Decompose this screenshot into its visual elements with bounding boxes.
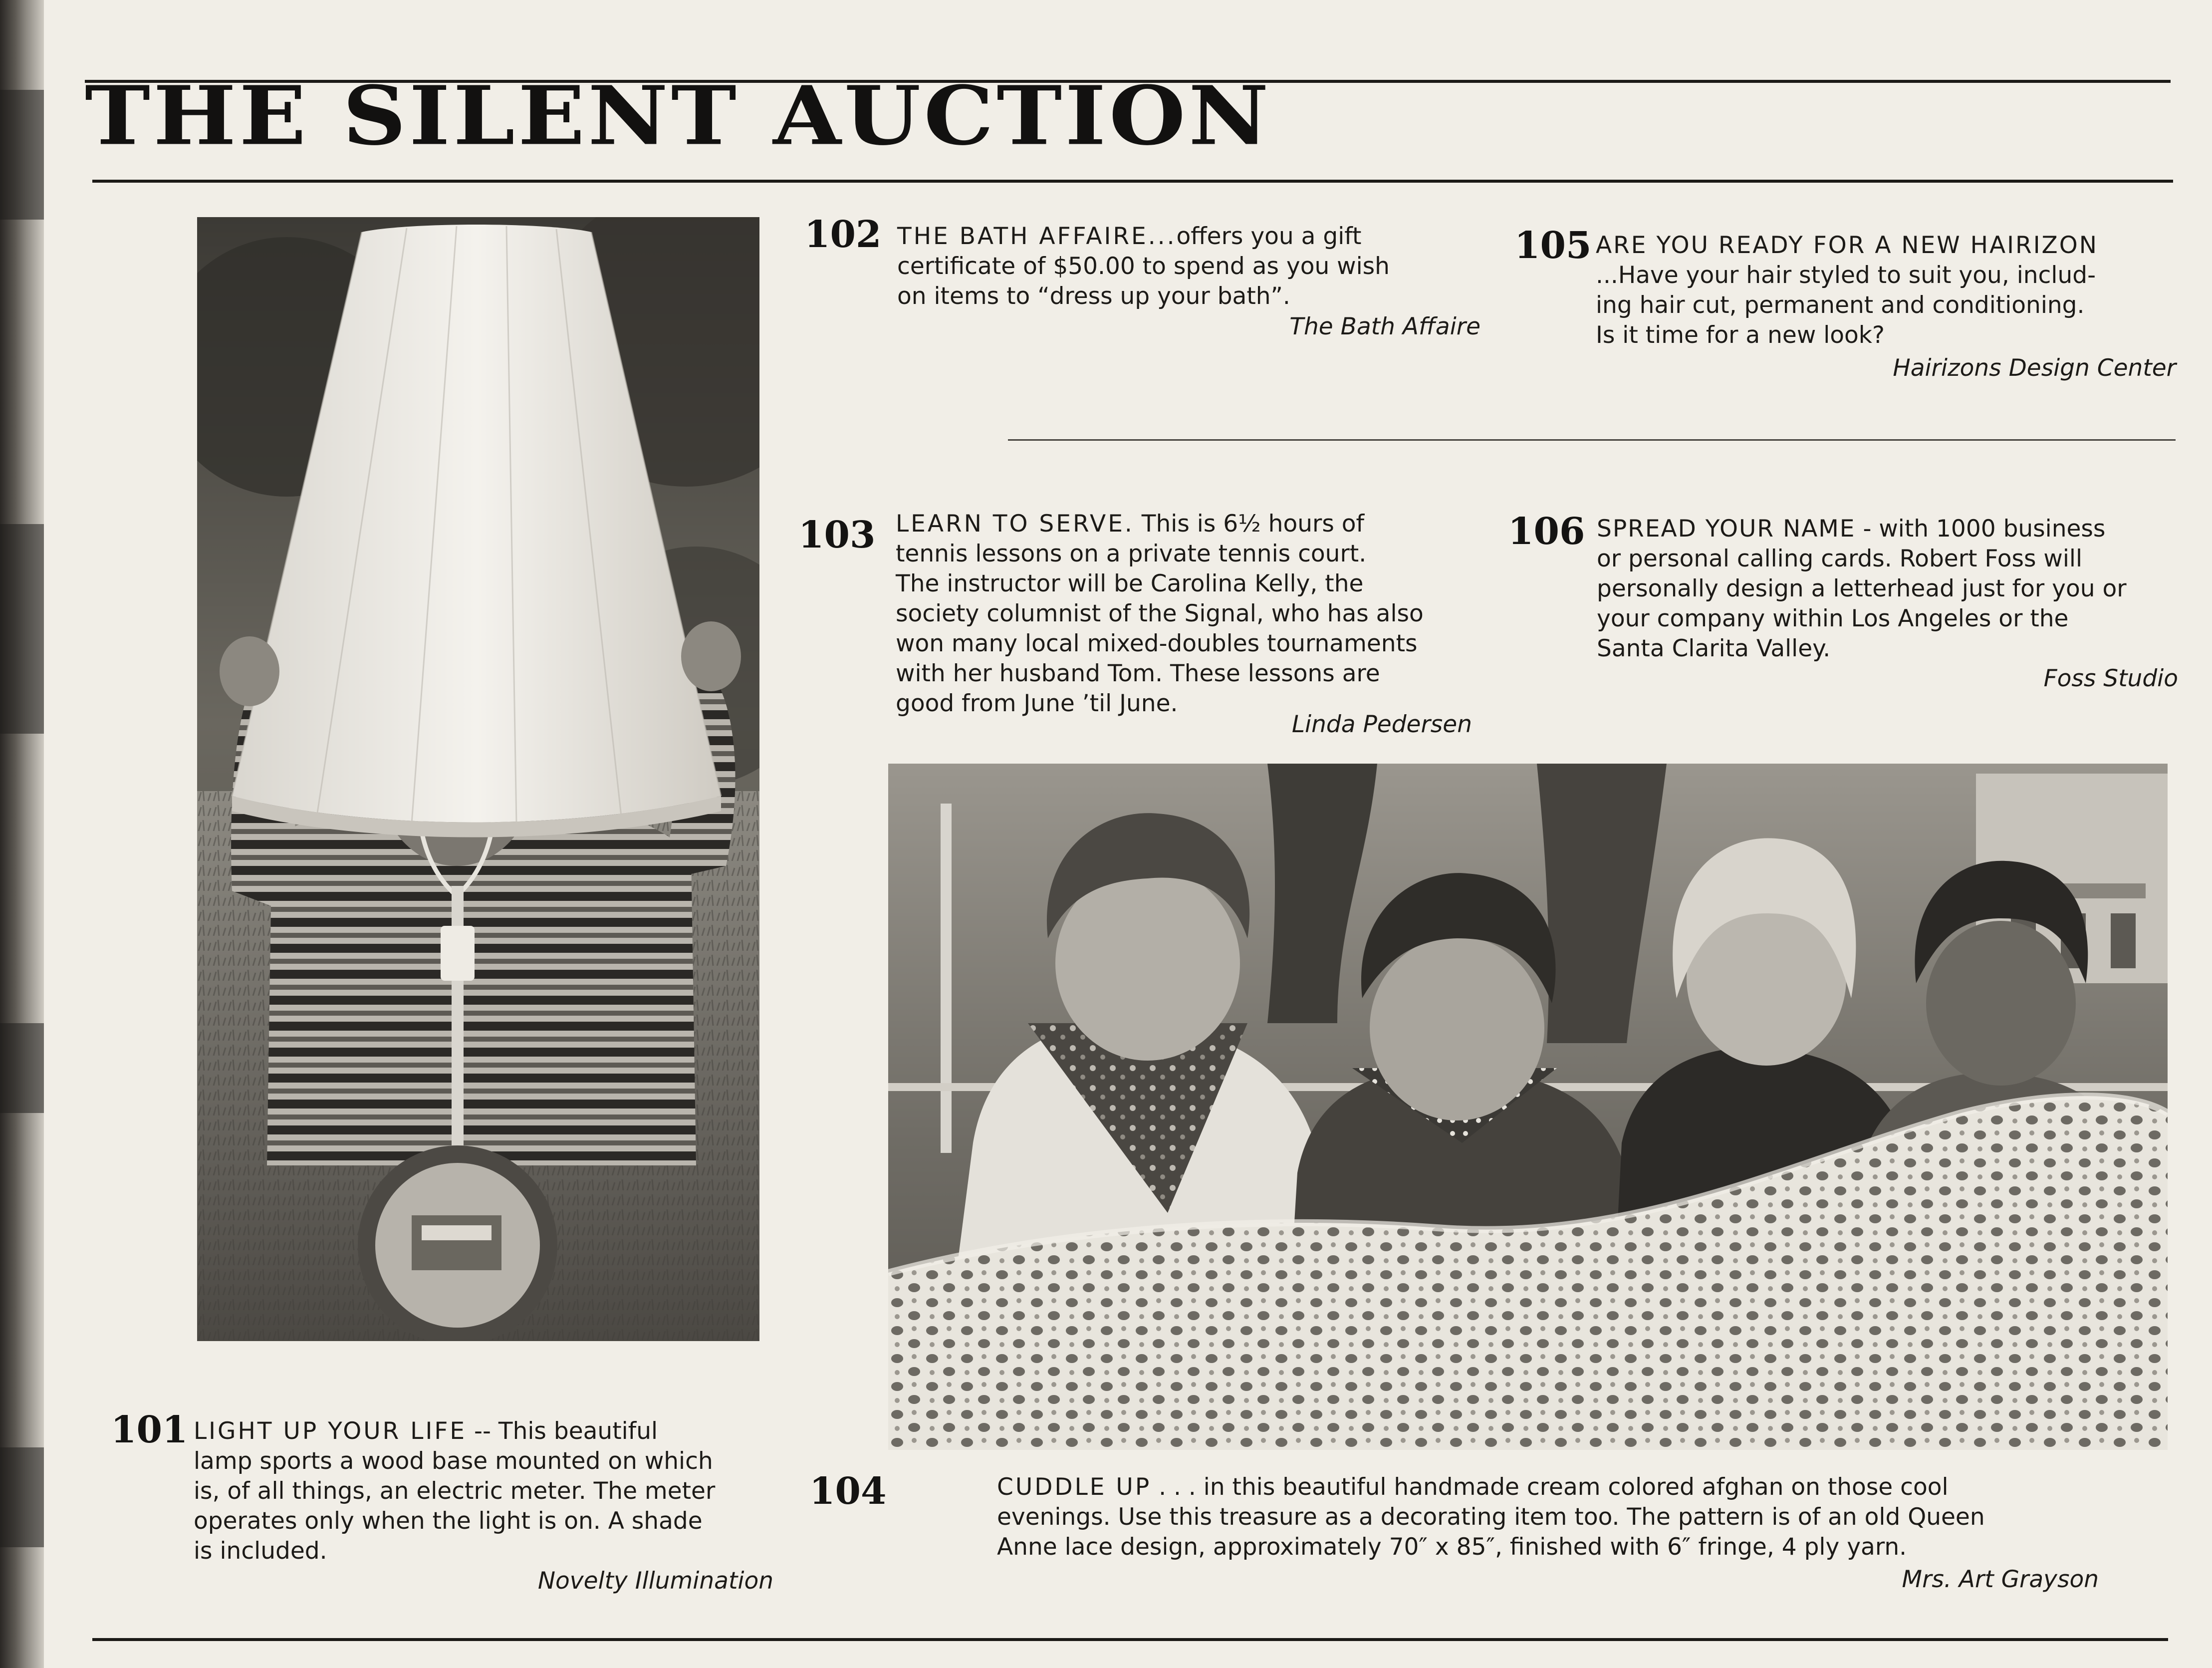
lot-104-text-line-1: . . . in this beautiful handmade cream colored afghan on those cool	[1159, 1473, 1949, 1501]
divider-rule	[1008, 439, 2176, 441]
lot-101-text-line-4: operates only when the light is on. A shade	[194, 1507, 703, 1535]
page-title: THE SILENT AUCTION	[85, 68, 1272, 164]
lot-103-description	[896, 509, 1499, 719]
children-photo-image	[888, 764, 2168, 1450]
lot-106-description	[1597, 514, 2196, 664]
lot-101-separator: --	[467, 1417, 498, 1445]
title-rule	[92, 180, 2173, 183]
lot-101-text-line-3: is, of all things, an electric meter. The meter	[194, 1477, 716, 1505]
lot-101-text-line-1: This beautiful	[498, 1417, 658, 1445]
lot-101-number: 101	[111, 1408, 188, 1451]
lot-106-line-1	[1597, 514, 2196, 544]
lot-102-number: 102	[804, 213, 882, 256]
lot-103-headline: LEARN TO SERVE.	[896, 510, 1134, 538]
lot-101-credit: Novelty Illumination	[537, 1567, 773, 1595]
lot-105-text-line-3: Is it time for a new look?	[1596, 321, 1885, 349]
lot-103-text-line-2: tennis lessons on a private tennis court.	[896, 540, 1367, 567]
lot-103-text-line-7: good from June ’til June.	[896, 690, 1178, 717]
lot-102-text-line-2: certificate of $50.00 to spend as you wish	[897, 253, 1390, 280]
lot-104-number: 104	[809, 1470, 887, 1513]
lamp-photo-image	[197, 217, 759, 1341]
lot-105-text-line-1: ...Have your hair styled to suit you, includ-	[1596, 262, 2096, 289]
lot-101-headline: LIGHT UP YOUR LIFE	[194, 1417, 467, 1445]
lot-103-text-line-6: with her husband Tom. These lessons are	[896, 660, 1380, 687]
children-photo	[888, 764, 2168, 1450]
lot-105-number: 105	[1514, 224, 1592, 267]
lot-104-line-1	[997, 1472, 2135, 1502]
lot-106-credit: Foss Studio	[2043, 665, 2178, 692]
lot-105-headline: ARE YOU READY FOR A NEW HAIRIZON	[1596, 232, 2098, 259]
lot-104-credit: Mrs. Art Grayson	[1902, 1566, 2099, 1593]
lot-104-text-line-2: evenings. Use this treasure as a decorating item too. The pattern is of an old Queen	[997, 1503, 1985, 1531]
lot-101-line-1	[194, 1416, 802, 1446]
lot-104-description	[997, 1472, 2135, 1562]
lot-103-number: 103	[798, 514, 876, 556]
lot-103-text-line-3: The instructor will be Carolina Kelly, the	[896, 570, 1364, 597]
lot-101-description	[194, 1416, 802, 1566]
lot-106-headline: SPREAD YOUR NAME	[1597, 515, 1856, 543]
lot-104-text-line-3: Anne lace design, approximately 70″ x 85″, finished with 6″ fringe, 4 ply yarn.	[997, 1533, 1907, 1561]
lot-106-text-line-3: personally design a letterhead just for you or	[1597, 575, 2127, 602]
lot-102-line-1	[897, 222, 1496, 252]
lot-103-line-1	[896, 509, 1499, 539]
lot-103-text-line-5: won many local mixed-doubles tournaments	[896, 630, 1418, 657]
lot-103-text-line-1: This is 6½ hours of	[1141, 510, 1365, 538]
lamp-photo	[197, 217, 759, 1341]
lot-106-text-line-4: your company within Los Angeles or the	[1597, 605, 2069, 632]
lot-106-text-line-2: or personal calling cards. Robert Foss will	[1597, 545, 2083, 572]
lot-103-credit: Linda Pedersen	[1291, 711, 1472, 738]
lot-106-separator: -	[1855, 515, 1879, 543]
lot-102-credit: The Bath Affaire	[1289, 313, 1480, 340]
lot-102-text-line-1: offers you a gift	[1176, 223, 1362, 250]
page-binding	[0, 0, 44, 1668]
lot-105-credit: Hairizons Design Center	[1893, 354, 2176, 382]
lot-105-description	[1596, 231, 2185, 350]
lot-102-description	[897, 222, 1496, 311]
lot-105-text-line-2: ing hair cut, permanent and conditioning.	[1596, 291, 2085, 319]
lot-101-text-line-2: lamp sports a wood base mounted on which	[194, 1447, 713, 1475]
lot-103-text-line-4: society columnist of the Signal, who has also	[896, 600, 1424, 627]
bottom-rule	[92, 1638, 2168, 1641]
lot-102-text-line-3: on items to “dress up your bath”.	[897, 282, 1290, 310]
lot-106-text-line-1: with 1000 business	[1879, 515, 2106, 543]
lot-104-headline: CUDDLE UP	[997, 1473, 1152, 1501]
lot-106-text-line-5: Santa Clarita Valley.	[1597, 635, 1831, 662]
lot-102-headline: THE BATH AFFAIRE...	[897, 223, 1177, 250]
lot-106-number: 106	[1508, 510, 1585, 553]
lot-105-line-1	[1596, 231, 2185, 261]
lot-101-text-line-5: is included.	[194, 1537, 327, 1565]
